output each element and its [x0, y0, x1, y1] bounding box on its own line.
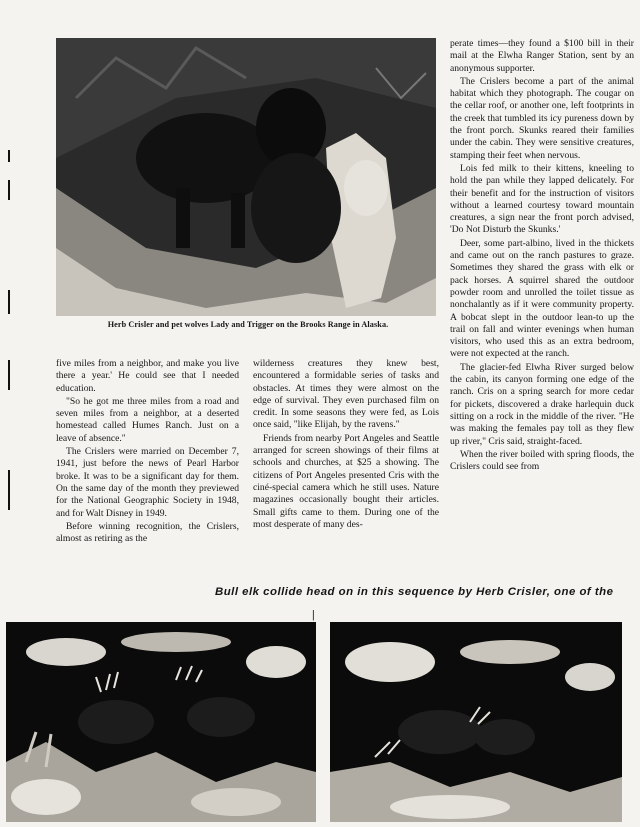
- column-marker: |: [312, 607, 315, 621]
- elk-photo-right: [330, 622, 622, 822]
- paragraph: "So he got me three miles from a road and seven miles from a neighbor, at a deserted homestead called Humes Ranch. Just on a leave of absence.": [56, 395, 239, 444]
- binding-edge-mark: [8, 150, 10, 162]
- crisler-wolves-photo: [56, 38, 436, 316]
- elk-photo-left-art: [6, 622, 316, 822]
- paragraph: The Crislers were married on December 7, 1941, just before the news of Pearl Harbor broke. It was to be a significant day for them. On the same day of the month they previewed for the National Geographic Society in 1948, and for Walt Disney in 1949.: [56, 446, 239, 519]
- elk-photo-left: [6, 622, 316, 822]
- photo-caption: Herb Crisler and pet wolves Lady and Trigger on the Brooks Range in Alaska.: [107, 320, 389, 329]
- binding-edge-mark: [8, 360, 10, 390]
- binding-edge-mark: [8, 290, 10, 314]
- paragraph: Deer, some part-albino, lived in the thickets and came out on the ranch pastures to graze. Sometimes they shared the grass with elk or pack horses. A squirrel shared the outdoor powder room and unrolled the toilet tissue as nonchalantly as if it were community property. A bobcat slept in the outdoor lean-to up the trail on fall and winter evenings when human visitors, who used this as an extra bedroom, were not expected at the ranch.: [450, 237, 634, 360]
- column-left: [56, 358, 239, 545]
- paragraph: The Crislers become a part of the animal habitat which they photograph. The cougar on the cellar roof, or another one, left footprints in the creek that tumbled its icy pureness down by the front porch. Skunks reared their families under the cabin. They were sensitive creatures, stamping their feet when nervous.: [450, 75, 634, 161]
- binding-edge-mark: [8, 180, 10, 200]
- paragraph: Before winning recognition, the Crislers, almost as retiring as the: [56, 520, 239, 545]
- paragraph: wilderness creatures they knew best, encountered a formidable series of tasks and obstacles. At times they were almost on the edge of survival. They even purchased film on credit. In some seasons they were fed, as Lois once said, "like Elijah, by the ravens.": [253, 358, 439, 431]
- paragraph: five miles from a neighbor, and make you live there a year.' He could see that I needed education.: [56, 358, 239, 394]
- paragraph: The glacier-fed Elwha River surged below the cabin, its canyon forming one edge of the ranch. Cris on a spring search for more cedar for pickets, discovered a drake harlequin duck sitting on a rock in the middle of the river. "He was making the females pay toll as they flew up river," Cris said, straight-faced.: [450, 361, 634, 447]
- binding-edge-mark: [8, 470, 10, 510]
- column-middle: [253, 358, 439, 531]
- paragraph: Lois fed milk to their kittens, kneeling to hold the pan while they lapped delicately. For their benefit and for the instruction of visitors without a learned courtesy toward mountain creatures, a sign near the front porch advised, 'Do Not Disturb the Skunks.': [450, 162, 634, 236]
- paragraph: perate times—they found a $100 bill in their mail at the Elwha Ranger Station, sent by an anonymous supporter.: [450, 38, 634, 74]
- wolves-photo-art: [56, 38, 436, 316]
- column-right: [450, 38, 634, 473]
- paragraph: Friends from nearby Port Angeles and Seattle arranged for screen showings of their films at schools and churches, at $25 a showing. The citizens of Port Angeles presented Cris with the ciné-special camera which he still uses. Nature magazines occasionally bought their articles. Small gifts came to them. During one of the most desperate of many des-: [253, 432, 439, 530]
- elk-sequence-banner: Bull elk collide head on in this sequence by Herb Crisler, one of the: [215, 586, 614, 598]
- elk-photo-right-art: [330, 622, 622, 822]
- paragraph: When the river boiled with spring floods, the Crislers could see from: [450, 448, 634, 473]
